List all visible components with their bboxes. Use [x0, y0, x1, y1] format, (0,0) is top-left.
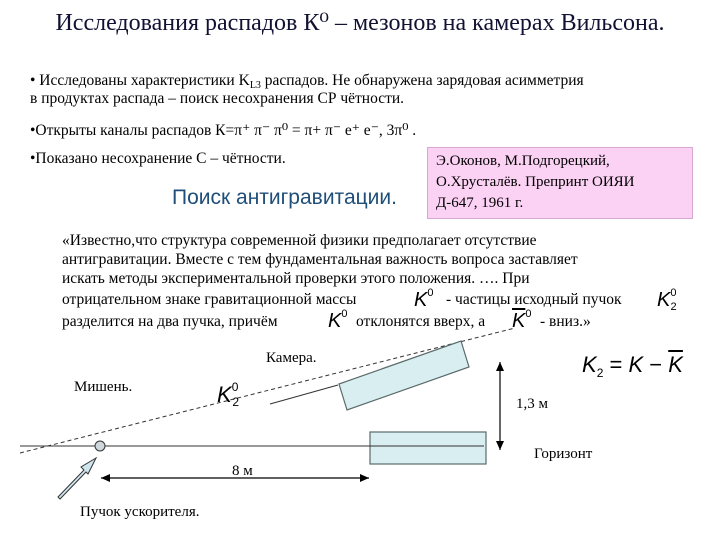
quote-line-5c: - вниз.» — [540, 313, 591, 330]
bullet-kl3-pre: • Исследованы характеристики K — [30, 72, 250, 89]
k0-symbol-1: $K^0$ — [414, 287, 434, 311]
reference-line-2: О.Хрусталёв. Препринт ОИЯИ — [436, 174, 635, 190]
quote-line-5a: разделится на два пучка, причём — [62, 313, 278, 330]
quote-line-2: антигравитации. Вместе с тем фундаментальная важность вопроса заставляет — [62, 251, 578, 268]
k02-symbol-1: $K^0_2$ — [657, 287, 677, 313]
reference-line-3: Д-647, 1961 г. — [436, 195, 524, 211]
upper-chamber — [339, 341, 469, 410]
quote-line-1: «Известно,что структура современной физики предполагает отсутствие — [62, 232, 537, 249]
bullet-c-parity: •Показано несохранение С – чётности. — [30, 150, 286, 167]
distance-arrow-left-head — [101, 474, 110, 482]
antigravity-heading: Поиск антигравитации. — [172, 186, 397, 209]
quote-line-3: искать методы экспериментальной проверки этого положения. …. При — [62, 270, 530, 287]
k0-symbol-2: $K^0$ — [328, 308, 348, 332]
height-arrow-bottom-head — [496, 441, 504, 450]
bullet-kl3-post: распадов. Не обнаружена зарядовая асимметрия — [260, 72, 584, 89]
bullet-kl3-line2: в продуктах распада – поиск несохранения СР чётности. — [30, 90, 405, 107]
beam-arrow-icon — [58, 458, 96, 499]
quote-line-4a: отрицательном знаке гравитационной массы — [62, 291, 357, 308]
height-arrow-top-head — [496, 362, 504, 371]
k02-diagram-symbol: $K^02$ — [217, 380, 240, 409]
upper-ray — [270, 385, 338, 404]
bullet-decay-channels: •Открыты каналы распадов К=π⁺ π⁻ π⁰ = π+ π⁻ e⁺ e⁻, 3π⁰ . — [30, 122, 417, 139]
height-label: 1,3 м — [516, 396, 548, 412]
reference-line-1: Э.Оконов, М.Подгорецкий, — [436, 153, 610, 169]
slide-title: Исследования распадов К⁰ – мезонов на камерах Вильсона. — [55, 10, 665, 36]
distance-arrow-right-head — [360, 474, 369, 482]
lower-chamber — [370, 432, 486, 464]
k2-formula: $K_2 = K - \overline{K}$ — [582, 352, 683, 380]
camera-label: Камера. — [266, 350, 317, 366]
distance-label: 8 м — [232, 463, 253, 479]
quote-line-4b: - частицы исходный пучок — [446, 291, 622, 308]
bullet-kl3-sub: L3 — [249, 80, 261, 91]
horizon-label: Горизонт — [534, 446, 593, 462]
target-label: Мишень. — [74, 379, 133, 395]
k0-bar-symbol: $\overline{K}^0$ — [512, 308, 532, 332]
quote-line-5b: отклонятся вверх, а — [356, 313, 486, 330]
beam-label: Пучок ускорителя. — [80, 504, 200, 520]
target-icon — [95, 441, 105, 451]
